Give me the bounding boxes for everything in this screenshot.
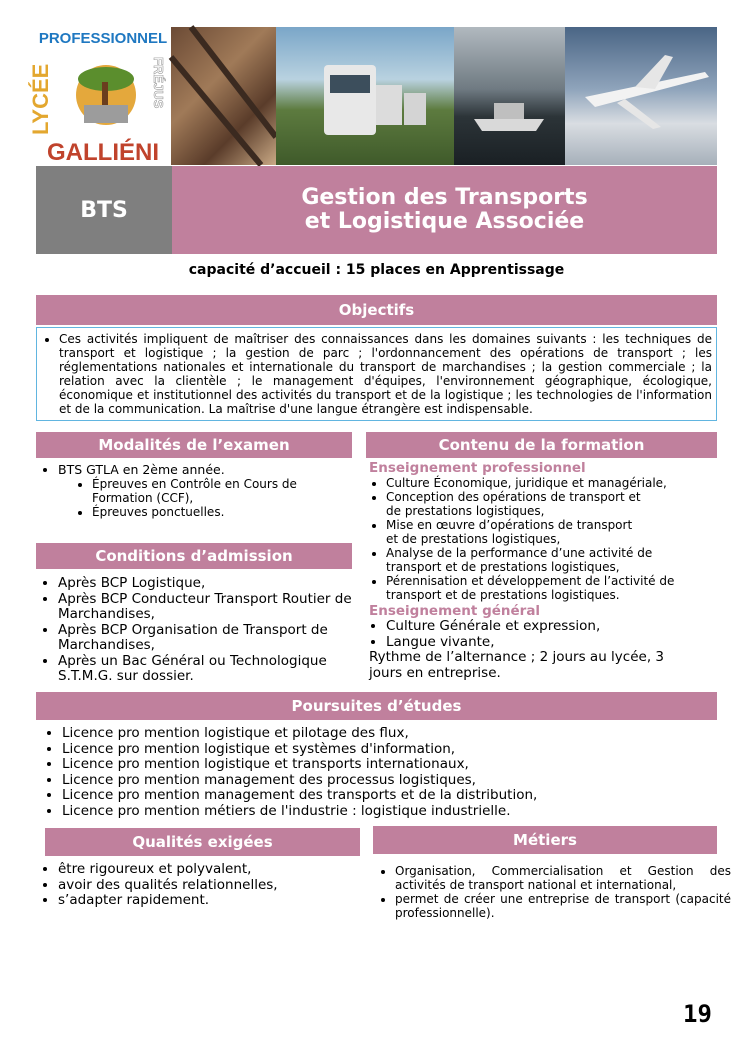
poursuites-header: Poursuites d’études [36,692,717,720]
rythme-text: Rythme de l’alternance ; 2 jours au lycée, 3 jours en entreprise. [369,649,665,681]
objectifs-header: Objectifs [36,295,717,325]
modalites-sub-item: • Épreuves en Contrôle en Cours de Formation (CCF), [92,477,352,505]
modalites-content [36,462,352,519]
poursuites-item: • Licence pro mention management des transports et de la distribution, [62,788,717,804]
conditions-item: • Après un Bac Général ou Technologique S.T.M.G. sur dossier. [58,654,352,685]
ship-photo [454,27,565,165]
metiers-header: Métiers [373,826,717,854]
poursuites-item: • Licence pro mention logistique et pilotage des flux, [62,726,717,742]
contenu-pro-item: • Conception des opérations de transport et de prestations logistiques, [386,490,717,518]
metiers-item: • Organisation, Commercialisation et Gestion des activités de transport national et international, [395,864,731,892]
bts-label: BTS [36,166,172,254]
poursuites-item: • Licence pro mention logistique et transports internationaux, [62,757,717,773]
logo-bottom-text: GALLIÉNI [47,139,159,166]
enseignement-general-title: Enseignement général [369,603,541,619]
poursuites-item: • Licence pro mention management des processus logistiques, [62,773,717,789]
modalites-item: • BTS GTLA en 2ème année. [58,462,352,477]
objectifs-text: • Ces activités impliquent de maîtriser des connaissances dans les domaines suivants : les techniques de transport et logistique ; la gestion de parc ; l'ordonnancement des opérations de transport ; les réglementations nationales et internationale du transport de marchandises ; la gestion commerciale ; la relation avec la clientèle ; le management d'équipes, l'environnement géographique, écologique, économique et institutionnel des activités du transport et de la logistique ; les technologies de l'information et de la communication. La maîtrise d'une langue étrangère est indispensable. [59,332,712,416]
modalites-sub-item: • Épreuves ponctuelles. [92,505,352,519]
contenu-gen-item: • Langue vivante, [386,635,717,651]
metiers-item: • permet de créer une entreprise de transport (capacité professionnelle). [395,892,731,920]
contenu-content [369,460,717,681]
conditions-item: • Après BCP Organisation de Transport de Marchandises, [58,623,352,654]
contenu-pro-item: • Analyse de la performance d’une activité de transport et de prestations logistiques, [386,546,717,574]
logo-left-text: LYCÉE [28,63,53,135]
qualites-content [36,862,360,909]
contenu-pro-item: • Culture Économique, juridique et managériale, [386,476,717,490]
page-title [172,166,717,254]
airplane-photo [565,27,717,165]
railway-photo [171,27,276,165]
qualites-item: • être rigoureux et polyvalent, [58,862,360,878]
qualites-item: • avoir des qualités relationnelles, [58,878,360,894]
qualites-header: Qualités exigées [45,828,360,856]
page-number: 19 [683,1000,712,1028]
qualites-item: • s’adapter rapidement. [58,893,360,909]
poursuites-item: • Licence pro mention logistique et systèmes d'information, [62,742,717,758]
enseignement-professionnel-title: Enseignement professionnel [369,460,586,476]
poursuites-content [40,726,717,819]
objectifs-box [36,327,717,421]
logo-right-text: FRÉJUS [151,57,166,109]
page-title-text: Gestion des Transports et Logistique Associée [301,185,588,234]
trucks-photo [276,27,454,165]
modalites-header: Modalités de l’examen [36,432,352,458]
conditions-header: Conditions d’admission [36,543,352,569]
contenu-header: Contenu de la formation [366,432,717,458]
conditions-item: • Après BCP Logistique, [58,576,352,592]
metiers-content [373,864,731,920]
conditions-item: • Après BCP Conducteur Transport Routier de Marchandises, [58,592,352,623]
school-logo [28,27,171,166]
contenu-pro-item: • Mise en œuvre d’opérations de transport et de prestations logistiques, [386,518,717,546]
poursuites-item: • Licence pro mention métiers de l'industrie : logistique industrielle. [62,804,717,820]
logo-top-text: PROFESSIONNEL [38,30,168,47]
contenu-gen-item: • Culture Générale et expression, [386,619,717,635]
capacity-text: capacité d’accueil : 15 places en Apprentissage [188,262,565,278]
contenu-pro-item: • Pérennisation et développement de l’activité de transport et de prestations logistiques. [386,574,717,602]
conditions-content [36,576,352,685]
